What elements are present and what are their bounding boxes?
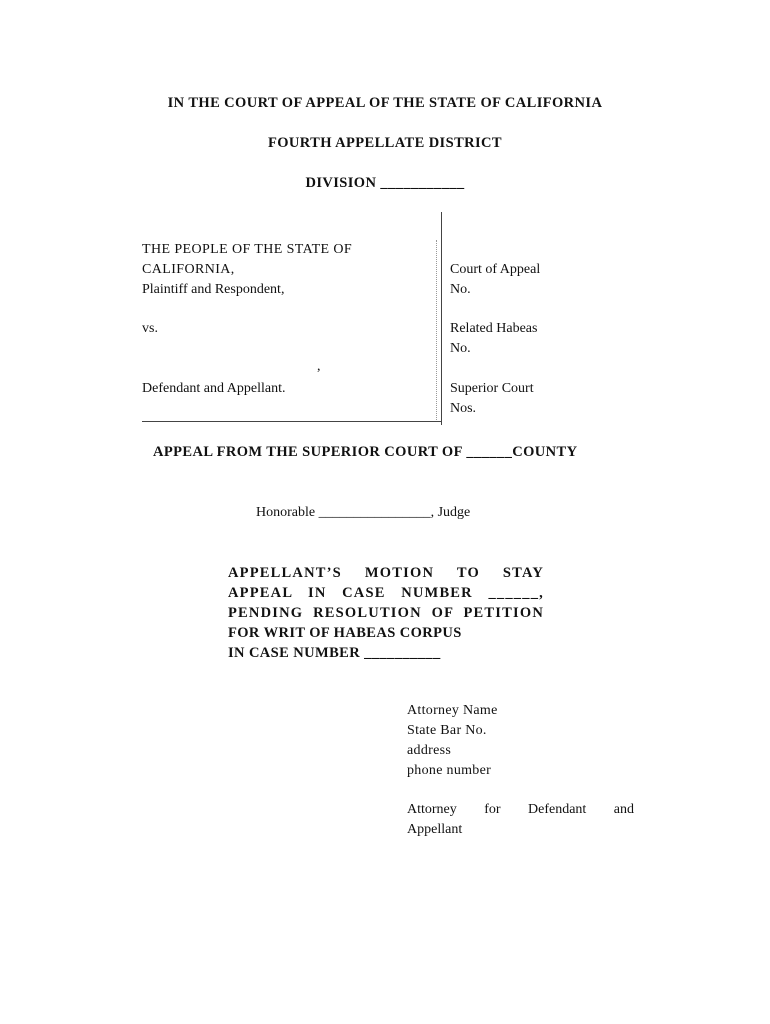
- attorney-phone: phone number: [407, 763, 492, 778]
- party-line-2: CALIFORNIA,: [142, 262, 235, 277]
- attorney-name: Attorney Name: [407, 703, 498, 718]
- court-heading: IN THE COURT OF APPEAL OF THE STATE OF CALIFORNIA: [167, 95, 603, 111]
- attorney-address: address: [407, 743, 452, 758]
- superior-court-nos: Nos.: [450, 401, 477, 416]
- related-habeas-label: Related Habeas: [450, 321, 538, 336]
- motion-title-line-3: PENDING RESOLUTION OF PETITION: [228, 605, 544, 621]
- party-role: Plaintiff and Respondent,: [142, 282, 285, 297]
- judge-line: Honorable ________________, Judge: [256, 505, 471, 520]
- caption-dotted-rule: [436, 240, 437, 422]
- party-line-1: THE PEOPLE OF THE STATE OF: [142, 242, 353, 257]
- motion-title-line-4: FOR WRIT OF HABEAS CORPUS: [228, 625, 462, 641]
- caption-horizontal-rule: [142, 421, 442, 422]
- division-heading: DIVISION ___________: [305, 175, 465, 191]
- motion-title-line-2: APPEAL IN CASE NUMBER ______,: [228, 585, 544, 601]
- attorney-for-line-1: Attorney for Defendant and: [407, 802, 634, 817]
- caption-vertical-rule: [441, 212, 442, 425]
- defendant-name-comma: ,: [317, 359, 321, 374]
- court-of-appeal-label: Court of Appeal: [450, 262, 541, 277]
- attorney-for-line-2: Appellant: [407, 822, 463, 837]
- motion-title-line-1: APPELLANT’S MOTION TO STAY: [228, 565, 544, 581]
- appeal-from-heading: APPEAL FROM THE SUPERIOR COURT OF ______COUNTY: [153, 444, 578, 460]
- attorney-bar-number: State Bar No.: [407, 723, 487, 738]
- versus: vs.: [142, 321, 158, 336]
- defendant-role: Defendant and Appellant.: [142, 381, 286, 396]
- motion-title-line-5: IN CASE NUMBER __________: [228, 645, 441, 661]
- court-of-appeal-no: No.: [450, 282, 471, 297]
- related-habeas-no: No.: [450, 341, 471, 356]
- district-heading: FOURTH APPELLATE DISTRICT: [267, 135, 502, 151]
- superior-court-label: Superior Court: [450, 381, 534, 396]
